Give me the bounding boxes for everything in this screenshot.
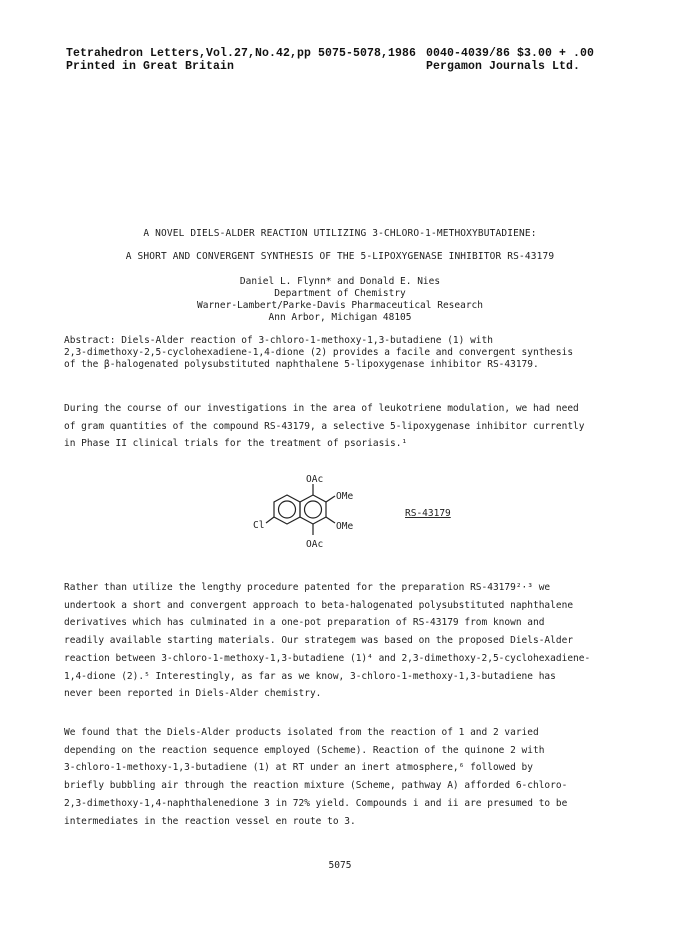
page-number: 5075 <box>328 860 352 871</box>
paragraph-line: Rather than utilize the lengthy procedure patented for the preparation RS-43179²·³ we <box>64 582 551 593</box>
author-city: Ann Arbor, Michigan 48105 <box>268 312 412 323</box>
paragraph-line: briefly bubbling air through the reaction mixture (Scheme, pathway A) afforded 6-chloro- <box>64 780 568 792</box>
paragraph-line: of gram quantities of the compound RS-43179, a selective 5-lipoxygenase inhibitor currently <box>64 420 585 432</box>
right-benzene-ring <box>300 495 326 524</box>
cl-bond <box>266 517 274 523</box>
paragraph-strategy <box>64 579 624 703</box>
author-block <box>0 276 680 324</box>
printed-in: Printed in Great Britain <box>66 60 235 73</box>
paragraph-line: 1,4-dione (2).⁵ Interestingly, as far as we know, 3-chloro-1-methoxy-1,3-butadiene has <box>64 670 556 682</box>
abstract-line: Abstract: Diels-Alder reaction of 3-chloro-1-methoxy-1,3-butadiene (1) with <box>64 335 493 346</box>
paragraph-intro <box>64 400 624 453</box>
price-code: 0040-4039/86 $3.00 + .00 <box>426 47 595 60</box>
title-line-2: A SHORT AND CONVERGENT SYNTHESIS OF THE 5-LIPOXYGENASE INHIBITOR RS-43179 <box>125 251 555 262</box>
compound-name-label: RS-43179 <box>405 508 451 519</box>
paragraph-results <box>64 724 624 830</box>
paragraph-line: During the course of our investigations in the area of leukotriene modulation, we had need <box>64 403 579 414</box>
paragraph-line: readily available starting materials. Our strategem was based on the proposed Diels-Alder <box>64 635 574 647</box>
publisher: Pergamon Journals Ltd. <box>426 60 581 73</box>
paragraph-line: in Phase II clinical trials for the treatment of psoriasis.¹ <box>64 438 408 450</box>
paragraph-line: 3-chloro-1-methoxy-1,3-butadiene (1) at RT under an inert atmosphere,⁶ followed by <box>64 762 533 774</box>
paragraph-line: intermediates in the reaction vessel en route to 3. <box>64 815 356 827</box>
author-names: Daniel L. Flynn* and Donald E. Nies <box>239 276 441 287</box>
right-aromatic-circle <box>305 501 322 518</box>
paragraph-line: depending on the reaction sequence employed (Scheme). Reaction of the quinone 2 with <box>64 744 545 756</box>
paragraph-line: reaction between 3-chloro-1-methoxy-1,3-butadiene (1)⁴ and 2,3-dimethoxy-2,5-cyclohexadiene- <box>64 652 591 664</box>
paragraph-line: derivatives which has culminated in a one-pot preparation of RS-43179 from known and <box>64 617 545 629</box>
top-ome-bond <box>326 496 335 502</box>
paragraph-line: never been reported in Diels-Alder chemistry. <box>64 688 322 700</box>
abstract <box>64 335 624 371</box>
author-department: Department of Chemistry <box>274 288 406 299</box>
paragraph-line: 2,3-dimethoxy-1,4-naphthalenedione 3 in 72% yield. Compounds i and ii are presumed to be <box>64 797 568 809</box>
oac-bottom-label: OAc <box>306 539 324 550</box>
left-aromatic-circle <box>279 501 296 518</box>
oac-top-label: OAc <box>306 474 324 485</box>
ome-bottom-label: OMe <box>336 521 354 532</box>
journal-citation: Tetrahedron Letters,Vol.27,No.42,pp 5075-5078,1986 <box>66 47 417 60</box>
abstract-line: 2,3-dimethoxy-2,5-cyclohexadiene-1,4-dione (2) provides a facile and convergent synthesis <box>64 347 574 358</box>
rs-43179-structure <box>250 472 480 562</box>
header-right <box>426 47 594 73</box>
title-line-1: A NOVEL DIELS-ALDER REACTION UTILIZING 3-CHLORO-1-METHOXYBUTADIENE: <box>143 228 537 239</box>
paragraph-line: undertook a short and convergent approach to beta-halogenated polysubstituted naphthalene <box>64 599 574 611</box>
author-institution: Warner-Lambert/Parke-Davis Pharmaceutical Research <box>197 300 483 311</box>
cl-label: Cl <box>253 520 265 531</box>
bottom-ome-bond <box>326 517 335 523</box>
abstract-line: of the β-halogenated polysubstituted naphthalene 5-lipoxygenase inhibitor RS-43179. <box>64 359 539 370</box>
ome-top-label: OMe <box>336 491 354 502</box>
header-left <box>66 47 416 73</box>
left-benzene-ring <box>274 495 300 524</box>
paragraph-line: We found that the Diels-Alder products isolated from the reaction of 1 and 2 varied <box>64 727 539 738</box>
